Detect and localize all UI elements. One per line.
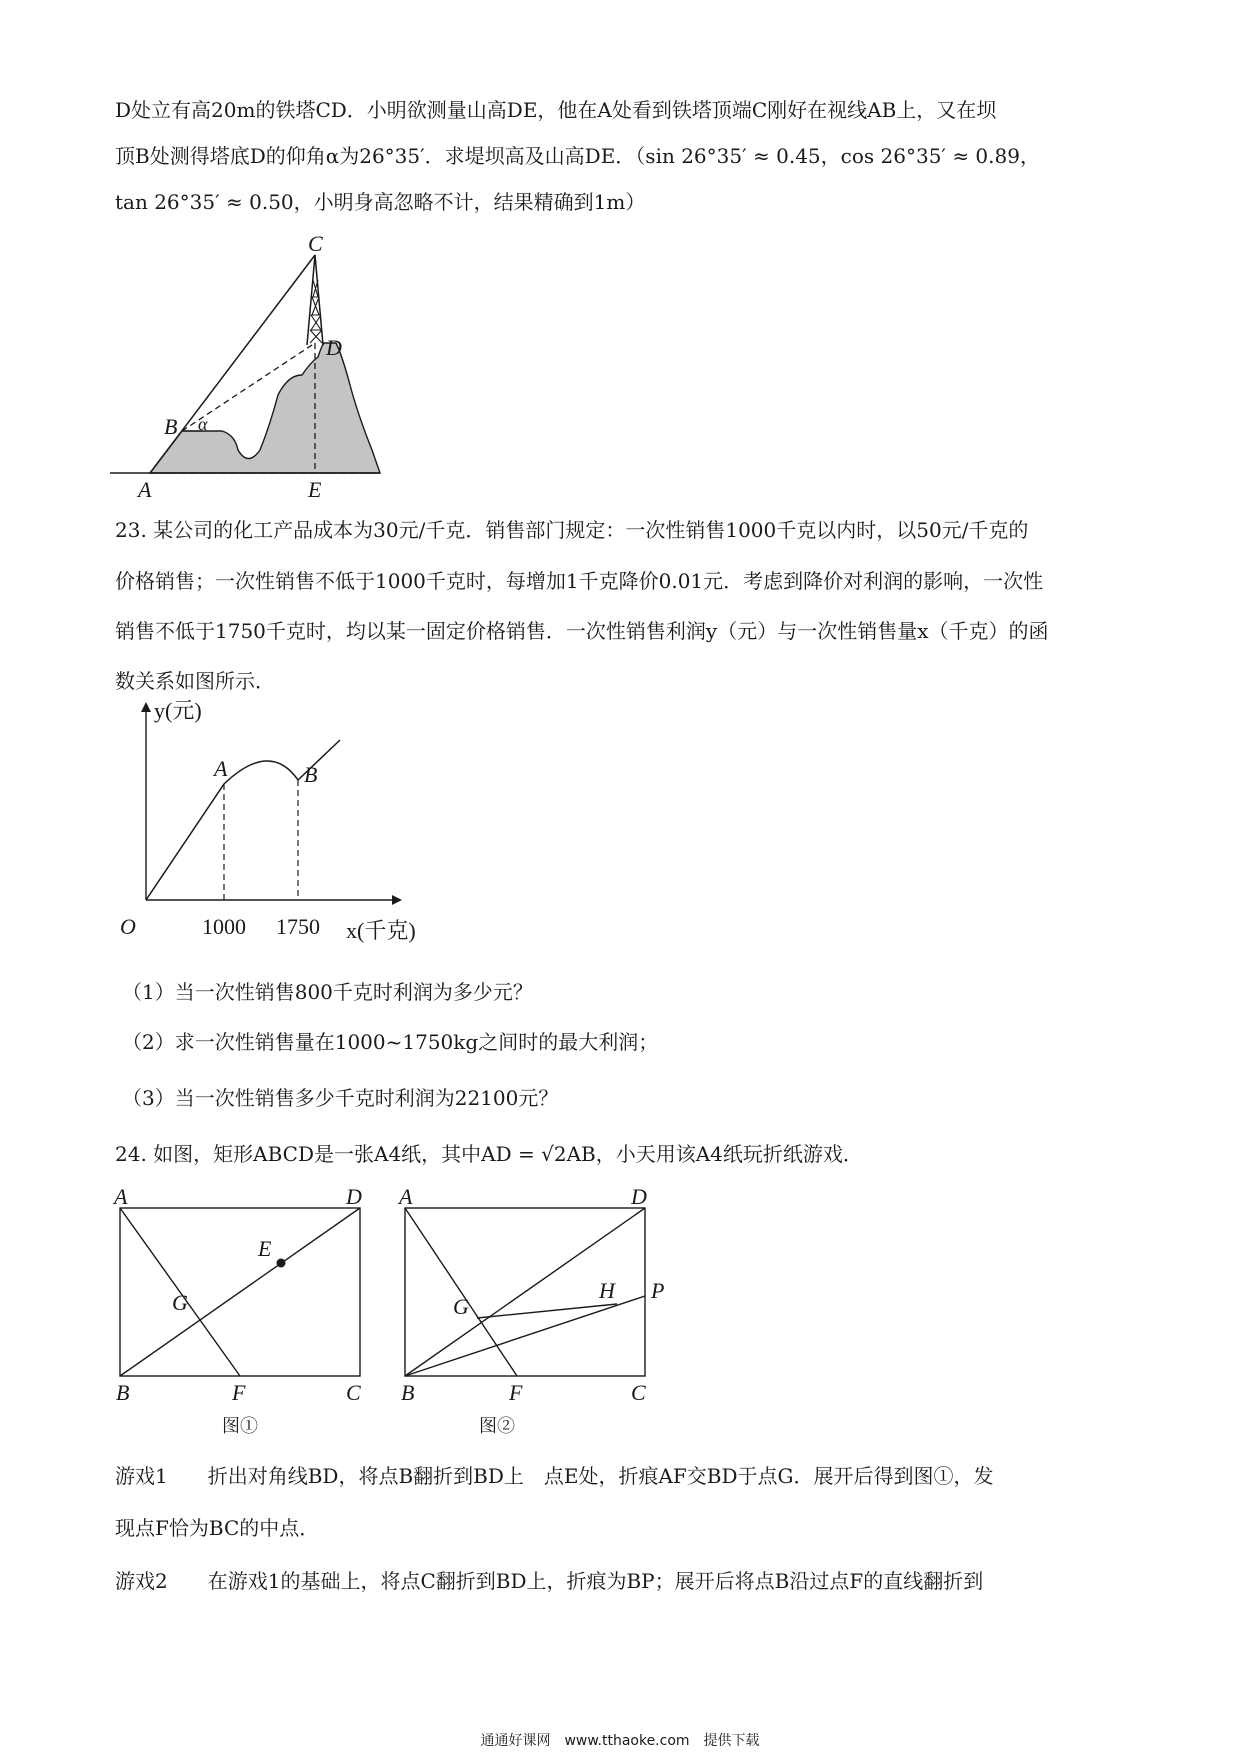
point-A-label: A: [214, 756, 228, 781]
origin-label: O: [120, 914, 136, 939]
fig1-C: C: [346, 1380, 361, 1405]
q23-sub-2: （2）求一次性销售量在1000~1750kg之间时的最大利润；: [122, 1030, 659, 1054]
x-axis-arrow: [392, 895, 402, 905]
q24-game1-line-1: 游戏1 折出对角线BD，将点B翻折到BD上 点E处，折痕AF交BD于点G．展开后得到图①，发: [115, 1464, 994, 1488]
fig2-P: P: [651, 1278, 665, 1303]
q22-line-2: 顶B处测得塔底D的仰角α为26°35′．求堤坝高及山高DE．（sin 26°35′ ≈ 0.45，cos 26°35′ ≈ 0.89，: [115, 144, 1040, 168]
q23-line-2: 价格销售；一次性销售不低于1000千克时，每增加1千克降价0.01元．考虑到降价对利润的影响，一次性: [115, 569, 1044, 593]
fig2-D: D: [631, 1184, 647, 1209]
label-A: A: [138, 477, 152, 502]
label-D: D: [326, 335, 342, 360]
fig2-A: A: [399, 1184, 413, 1209]
q23-line-1: 23. 某公司的化工产品成本为30元/千克．销售部门规定：一次性销售1000千克以内时，以50元/千克的: [115, 518, 1029, 542]
fold-figure-2: [395, 1184, 675, 1420]
crease-BP-2: [405, 1296, 645, 1376]
label-C: C: [308, 231, 323, 256]
q22-line-1: D处立有高20m的铁塔CD．小明欲测量山高DE，他在A处看到铁塔顶端C刚好在视线AB上，又在坝: [115, 98, 997, 122]
q23-sub-1: （1）当一次性销售800千克时利润为多少元？: [122, 980, 533, 1004]
mountain-tower-figure: [110, 231, 390, 510]
q23-line-3: 销售不低于1750千克时，均以某一固定价格销售．一次性销售利润y（元）与一次性销售量x（千克）的函: [115, 619, 1049, 643]
diagonal-BD-1: [120, 1208, 360, 1376]
profit-function-graph: [110, 700, 440, 950]
fig1-E: E: [258, 1236, 272, 1261]
fig1-caption: 图①: [222, 1416, 258, 1437]
label-E: E: [308, 477, 322, 502]
fig1-A: A: [114, 1184, 128, 1209]
q24-game1-line-2: 现点F恰为BC的中点．: [115, 1516, 320, 1540]
q23-sub-3: （3）当一次性销售多少千克时利润为22100元？: [122, 1086, 559, 1110]
y-axis-arrow: [141, 702, 151, 712]
label-B: B: [164, 414, 178, 439]
q24-line-1: 24. 如图，矩形ABCD是一张A4纸，其中AD = √2AB，小天用该A4纸玩折纸游戏．: [115, 1142, 863, 1166]
q24-game2-line-1: 游戏2 在游戏1的基础上，将点C翻折到BD上，折痕为BP；展开后将点B沿过点F的直线翻折到: [115, 1569, 984, 1593]
page-footer: 通通好课网 www.tthaoke.com 提供下载: [480, 1733, 760, 1749]
fold-figure-1: [110, 1184, 380, 1420]
tower-right: [315, 255, 323, 345]
fig1-G: G: [172, 1290, 188, 1315]
point-E-1: [277, 1259, 286, 1268]
fig2-F: F: [509, 1380, 523, 1405]
fig2-B: B: [401, 1380, 415, 1405]
fig1-D: D: [346, 1184, 362, 1209]
q23-line-4: 数关系如图所示．: [115, 669, 275, 693]
fig1-B: B: [116, 1380, 130, 1405]
tick-1750: 1750: [276, 914, 320, 939]
point-B-label: B: [304, 762, 318, 787]
fig2-caption: 图②: [479, 1416, 515, 1437]
fig2-H: H: [599, 1278, 615, 1303]
label-alpha: α: [198, 414, 208, 434]
crease-AF-2: [405, 1208, 517, 1376]
mountain-shape: [150, 343, 380, 473]
fig2-G: G: [453, 1294, 469, 1319]
x-axis-label: x(千克): [346, 918, 416, 943]
y-axis-label: y(元): [154, 698, 202, 723]
fig1-F: F: [232, 1380, 246, 1405]
fig2-C: C: [631, 1380, 646, 1405]
tick-1000: 1000: [202, 914, 246, 939]
q22-line-3: tan 26°35′ ≈ 0.50，小明身高忽略不计，结果精确到1m）: [115, 190, 646, 214]
